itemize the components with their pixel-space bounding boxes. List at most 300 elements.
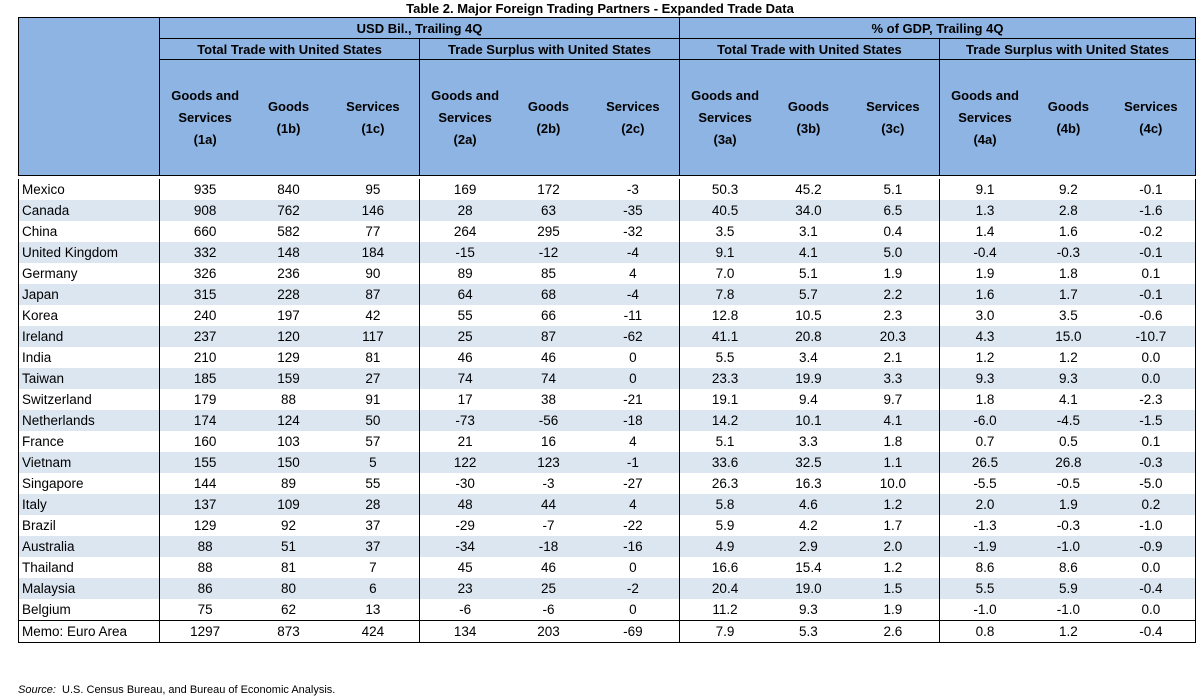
value-cell: -3	[542, 476, 555, 491]
value-cell: 2.9	[770, 536, 847, 557]
group-header-usd: USD Bil., Trailing 4Q	[160, 18, 680, 39]
value-cell: 873	[250, 621, 327, 643]
value-cell: 15.4	[795, 560, 822, 575]
value-cell: 4.9	[679, 536, 770, 557]
value-cell: 26.5	[939, 452, 1030, 473]
value-cell: -11	[587, 305, 680, 326]
value-cell: 129	[277, 350, 300, 365]
table-title: Table 2. Major Foreign Trading Partners - Expanded Trade Data	[406, 1, 794, 16]
value-cell: -27	[587, 473, 680, 494]
value-cell: 4.1	[847, 410, 940, 431]
value-cell: -5.5	[939, 473, 1030, 494]
value-cell: 1.7	[1030, 284, 1107, 305]
value-cell: -35	[587, 200, 680, 221]
value-cell: 169	[420, 179, 511, 200]
value-cell: -0.3	[1107, 452, 1196, 473]
value-cell: 37	[365, 518, 381, 533]
value-cell: 0.8	[939, 621, 1030, 643]
country-name: Taiwan	[19, 368, 160, 389]
value-cell: 1.4	[939, 221, 1030, 242]
value-cell: -0.4	[939, 242, 1030, 263]
value-cell: 5.9	[679, 515, 770, 536]
value-cell: 424	[327, 621, 420, 643]
value-cell: 63	[510, 200, 587, 221]
value-cell: 1.9	[939, 263, 1030, 284]
value-cell: -15	[420, 242, 511, 263]
value-cell: 2.1	[883, 350, 903, 365]
value-cell: 1.6	[939, 284, 1030, 305]
header-stub	[19, 18, 160, 176]
value-cell: 1.2	[883, 560, 903, 575]
value-cell: 16	[540, 434, 556, 449]
value-cell: -1.0	[1107, 515, 1196, 536]
source-note: Source: U.S. Census Bureau, and Bureau of Economic Analysis.	[18, 684, 336, 696]
table-row	[19, 305, 1196, 326]
value-cell: -69	[587, 621, 680, 643]
value-cell: 2.3	[883, 308, 903, 323]
value-cell: 19.0	[770, 578, 847, 599]
table-row	[19, 368, 1196, 389]
value-cell: 0.2	[1107, 494, 1196, 515]
value-cell: -16	[587, 536, 680, 557]
country-name: Korea	[19, 305, 160, 326]
value-cell: 4	[587, 263, 680, 284]
column-header: Services (1c)	[327, 60, 420, 176]
value-cell: 0	[587, 368, 680, 389]
value-cell: 62	[281, 602, 297, 617]
value-cell: 0	[587, 599, 680, 621]
value-cell: 6	[327, 578, 420, 599]
value-cell: 8.6	[939, 557, 1030, 578]
value-cell: -3	[587, 179, 680, 200]
value-cell: 109	[250, 494, 327, 515]
value-cell: 3.1	[799, 224, 818, 239]
table-row	[19, 263, 1196, 284]
column-header: Goods and Services (2a)	[420, 60, 511, 176]
value-cell: 160	[160, 431, 251, 452]
country-name: Thailand	[19, 557, 160, 578]
value-cell: -6	[420, 599, 511, 621]
value-cell: 1.2	[847, 494, 940, 515]
value-cell: 74	[510, 368, 587, 389]
table-row	[19, 347, 1196, 368]
value-cell: 1.7	[883, 518, 903, 533]
country-name: Germany	[19, 263, 160, 284]
value-cell: -2.3	[1107, 389, 1196, 410]
column-header: Goods (1b)	[250, 60, 327, 176]
memo-row	[19, 621, 1196, 643]
value-cell: 124	[250, 410, 327, 431]
value-cell: 123	[510, 452, 587, 473]
value-cell: 5.8	[679, 494, 770, 515]
value-cell: 48	[420, 494, 511, 515]
value-cell: 1.6	[1058, 224, 1078, 239]
column-header: Goods and Services (1a)	[160, 60, 251, 176]
value-cell: -2	[587, 578, 680, 599]
value-cell: -0.5	[1056, 476, 1081, 491]
value-cell: 9.7	[883, 392, 903, 407]
value-cell: 3.0	[939, 305, 1030, 326]
table-row	[19, 284, 1196, 305]
value-cell: 117	[327, 326, 420, 347]
value-cell: 7	[369, 560, 377, 575]
value-cell: 5.5	[939, 578, 1030, 599]
value-cell: 74	[420, 368, 511, 389]
country-name: Vietnam	[19, 452, 160, 473]
value-cell: 155	[160, 452, 251, 473]
value-cell: 9.2	[1058, 182, 1078, 197]
table-row	[19, 515, 1196, 536]
value-cell: -22	[587, 515, 680, 536]
value-cell: 9.4	[799, 392, 818, 407]
value-cell: 228	[250, 284, 327, 305]
value-cell: -6	[542, 602, 555, 617]
column-header-row	[19, 60, 1196, 176]
value-cell: 87	[327, 284, 420, 305]
value-cell: 37	[327, 536, 420, 557]
value-cell: 3.3	[799, 434, 818, 449]
value-cell: 120	[250, 326, 327, 347]
table-row	[19, 431, 1196, 452]
value-cell: 7.9	[679, 621, 770, 643]
subheader-trade-surplus-usd: Trade Surplus with United States	[420, 39, 680, 60]
country-name: Canada	[19, 200, 160, 221]
value-cell: -1.3	[939, 515, 1030, 536]
value-cell: -5.0	[1107, 473, 1196, 494]
value-cell: 2.0	[939, 494, 1030, 515]
value-cell: 236	[277, 266, 300, 281]
value-cell: -1	[587, 452, 680, 473]
value-cell: 20.4	[679, 578, 770, 599]
column-header: Goods (2b)	[510, 60, 587, 176]
country-name: France	[19, 431, 160, 452]
value-cell: 15.0	[1030, 326, 1107, 347]
column-header: Goods and Services (3a)	[679, 60, 770, 176]
value-cell: 5.1	[679, 431, 770, 452]
value-cell: 90	[365, 266, 381, 281]
value-cell: 4.2	[799, 518, 818, 533]
table-row	[19, 200, 1196, 221]
value-cell: 4	[587, 494, 680, 515]
value-cell: 5.5	[679, 347, 770, 368]
value-cell: 210	[160, 347, 251, 368]
value-cell: -1.6	[1107, 200, 1196, 221]
value-cell: 17	[420, 389, 511, 410]
value-cell: 57	[365, 434, 381, 449]
value-cell: 6.5	[847, 200, 940, 221]
value-cell: 2.6	[847, 621, 940, 643]
value-cell: 7.0	[679, 263, 770, 284]
value-cell: -30	[420, 473, 511, 494]
table-row	[19, 242, 1196, 263]
country-name: Memo: Euro Area	[19, 621, 160, 643]
table-row	[19, 599, 1196, 621]
value-cell: 103	[277, 434, 300, 449]
value-cell: 203	[510, 621, 587, 643]
value-cell: 326	[160, 263, 251, 284]
country-name: Switzerland	[19, 389, 160, 410]
value-cell: 68	[510, 284, 587, 305]
value-cell: 19.1	[679, 389, 770, 410]
value-cell: 46	[540, 560, 556, 575]
value-cell: 237	[160, 326, 251, 347]
value-cell: 46	[420, 347, 511, 368]
value-cell: -32	[587, 221, 680, 242]
table-row	[19, 557, 1196, 578]
value-cell: 9.3	[1030, 368, 1107, 389]
value-cell: 144	[160, 473, 251, 494]
value-cell: -18	[587, 410, 680, 431]
value-cell: -1.9	[939, 536, 1030, 557]
value-cell: 0.1	[1107, 263, 1196, 284]
value-cell: 240	[160, 305, 251, 326]
value-cell: 32.5	[770, 452, 847, 473]
value-cell: 1.9	[883, 602, 903, 617]
value-cell: 5	[327, 452, 420, 473]
value-cell: 87	[510, 326, 587, 347]
value-cell: 840	[277, 182, 300, 197]
country-name: India	[19, 347, 160, 368]
value-cell: 40.5	[679, 200, 770, 221]
value-cell: 27	[327, 368, 420, 389]
value-cell: 1.1	[847, 452, 940, 473]
value-cell: 16.6	[679, 557, 770, 578]
value-cell: 5.9	[1030, 578, 1107, 599]
value-cell: 0	[587, 557, 680, 578]
column-header: Goods (4b)	[1030, 60, 1107, 176]
value-cell: 1.8	[883, 434, 903, 449]
value-cell: 23	[420, 578, 511, 599]
value-cell: -34	[420, 536, 511, 557]
value-cell: 0	[587, 347, 680, 368]
table-row	[19, 410, 1196, 431]
table-row	[19, 578, 1196, 599]
value-cell: 77	[365, 224, 381, 239]
value-cell: -56	[510, 410, 587, 431]
value-cell: 5.0	[847, 242, 940, 263]
value-cell: -0.3	[1030, 242, 1107, 263]
value-cell: 332	[160, 242, 251, 263]
value-cell: 88	[281, 392, 297, 407]
value-cell: 14.2	[679, 410, 770, 431]
value-cell: 1.8	[939, 389, 1030, 410]
value-cell: 88	[160, 536, 251, 557]
value-cell: 81	[281, 560, 297, 575]
country-name: Belgium	[19, 599, 160, 621]
value-cell: 45.2	[795, 182, 822, 197]
value-cell: 146	[327, 200, 420, 221]
column-header: Goods and Services (4a)	[939, 60, 1030, 176]
value-cell: 129	[160, 515, 251, 536]
value-cell: 762	[250, 200, 327, 221]
value-cell: 16.3	[795, 476, 822, 491]
value-cell: 7.8	[679, 284, 770, 305]
value-cell: 0.5	[1058, 434, 1078, 449]
value-cell: 51	[250, 536, 327, 557]
value-cell: -0.3	[1056, 518, 1081, 533]
value-cell: 1.8	[1058, 266, 1078, 281]
value-cell: 3.3	[847, 368, 940, 389]
value-cell: 19.9	[770, 368, 847, 389]
value-cell: 20.3	[847, 326, 940, 347]
value-cell: 0.0	[1107, 557, 1196, 578]
value-cell: 0.0	[1107, 368, 1196, 389]
value-cell: 86	[160, 578, 251, 599]
value-cell: 25	[420, 326, 511, 347]
value-cell: 25	[510, 578, 587, 599]
value-cell: 88	[160, 557, 251, 578]
value-cell: 1.2	[1058, 350, 1078, 365]
value-cell: 5.1	[883, 182, 903, 197]
subheader-total-trade-usd: Total Trade with United States	[160, 39, 420, 60]
country-name: Japan	[19, 284, 160, 305]
value-cell: -73	[420, 410, 511, 431]
value-cell: -62	[587, 326, 680, 347]
value-cell: 85	[540, 266, 556, 281]
value-cell: 0.0	[1107, 599, 1196, 621]
value-cell: 935	[160, 179, 251, 200]
value-cell: 66	[540, 308, 556, 323]
value-cell: 46	[540, 350, 556, 365]
value-cell: 33.6	[679, 452, 770, 473]
value-cell: 28	[327, 494, 420, 515]
value-cell: 1297	[160, 621, 251, 643]
value-cell: 64	[420, 284, 511, 305]
value-cell: 80	[250, 578, 327, 599]
value-cell: 185	[160, 368, 251, 389]
value-cell: 1.9	[883, 266, 903, 281]
value-cell: 21	[420, 431, 511, 452]
value-cell: 34.0	[770, 200, 847, 221]
country-name: Brazil	[19, 515, 160, 536]
value-cell: 0.4	[883, 224, 903, 239]
value-cell: 0.7	[939, 431, 1030, 452]
value-cell: -4	[587, 242, 680, 263]
value-cell: 89	[420, 263, 511, 284]
value-cell: 91	[365, 392, 381, 407]
table-row	[19, 221, 1196, 242]
value-cell: 1.2	[1030, 621, 1107, 643]
value-cell: 315	[160, 284, 251, 305]
value-cell: 9.1	[679, 242, 770, 263]
value-cell: 9.3	[799, 602, 818, 617]
value-cell: -0.1	[1107, 284, 1196, 305]
value-cell: 20.8	[770, 326, 847, 347]
value-cell: 26.3	[679, 473, 770, 494]
value-cell: 41.1	[679, 326, 770, 347]
value-cell: 50.3	[679, 179, 770, 200]
value-cell: 4	[587, 431, 680, 452]
value-cell: 8.6	[1058, 560, 1078, 575]
value-cell: 159	[250, 368, 327, 389]
value-cell: 1.3	[939, 200, 1030, 221]
value-cell: -10.7	[1107, 326, 1196, 347]
value-cell: 0.0	[1107, 347, 1196, 368]
table-row	[19, 494, 1196, 515]
value-cell: 9.3	[939, 368, 1030, 389]
value-cell: -21	[587, 389, 680, 410]
value-cell: -1.0	[939, 599, 1030, 621]
value-cell: 55	[365, 476, 381, 491]
value-cell: 122	[420, 452, 511, 473]
value-cell: -0.1	[1107, 242, 1196, 263]
value-cell: 582	[277, 224, 300, 239]
value-cell: 81	[365, 350, 381, 365]
value-cell: -1.5	[1107, 410, 1196, 431]
country-name: Mexico	[19, 179, 160, 200]
value-cell: 55	[420, 305, 511, 326]
value-cell: 45	[420, 557, 511, 578]
value-cell: 26.8	[1030, 452, 1107, 473]
country-name: China	[19, 221, 160, 242]
value-cell: 5.1	[799, 266, 818, 281]
country-name: Ireland	[19, 326, 160, 347]
value-cell: 28	[420, 200, 511, 221]
value-cell: 2.2	[847, 284, 940, 305]
value-cell: -0.2	[1107, 221, 1196, 242]
value-cell: -0.4	[1107, 578, 1196, 599]
value-cell: 660	[160, 221, 251, 242]
value-cell: -6.0	[939, 410, 1030, 431]
value-cell: -0.9	[1107, 536, 1196, 557]
value-cell: -29	[420, 515, 511, 536]
value-cell: 3.4	[799, 350, 818, 365]
value-cell: 4.1	[770, 242, 847, 263]
value-cell: 148	[250, 242, 327, 263]
value-cell: 1.9	[1030, 494, 1107, 515]
column-header: Services (4c)	[1107, 60, 1196, 176]
value-cell: -18	[510, 536, 587, 557]
value-cell: 42	[365, 308, 381, 323]
value-cell: 134	[420, 621, 511, 643]
value-cell: -7	[542, 518, 555, 533]
table-row	[19, 473, 1196, 494]
value-cell: 4.6	[770, 494, 847, 515]
value-cell: 137	[160, 494, 251, 515]
table-row	[19, 179, 1196, 200]
value-cell: 4.1	[1058, 392, 1078, 407]
value-cell: 5.3	[770, 621, 847, 643]
value-cell: -4	[587, 284, 680, 305]
subheader-total-trade-gdp: Total Trade with United States	[679, 39, 939, 60]
column-header: Goods (3b)	[770, 60, 847, 176]
value-cell: 13	[365, 602, 381, 617]
value-cell: 12.8	[679, 305, 770, 326]
value-cell: 5.7	[770, 284, 847, 305]
value-cell: -0.6	[1107, 305, 1196, 326]
value-cell: 174	[160, 410, 251, 431]
value-cell: 95	[365, 182, 381, 197]
column-header: Services (2c)	[587, 60, 680, 176]
value-cell: 2.0	[847, 536, 940, 557]
group-header-gdp: % of GDP, Trailing 4Q	[679, 18, 1195, 39]
country-name: Singapore	[19, 473, 160, 494]
subheader-trade-surplus-gdp: Trade Surplus with United States	[939, 39, 1195, 60]
value-cell: -1.0	[1030, 536, 1107, 557]
country-name: Italy	[19, 494, 160, 515]
table-row	[19, 326, 1196, 347]
value-cell: 1.2	[939, 347, 1030, 368]
value-cell: 179	[160, 389, 251, 410]
value-cell: -1.0	[1056, 602, 1081, 617]
value-cell: 3.5	[679, 221, 770, 242]
value-cell: 10.5	[795, 308, 822, 323]
value-cell: 75	[160, 599, 251, 621]
value-cell: 0.1	[1107, 431, 1196, 452]
table-row	[19, 452, 1196, 473]
column-header: Services (3c)	[847, 60, 940, 176]
country-name: Australia	[19, 536, 160, 557]
